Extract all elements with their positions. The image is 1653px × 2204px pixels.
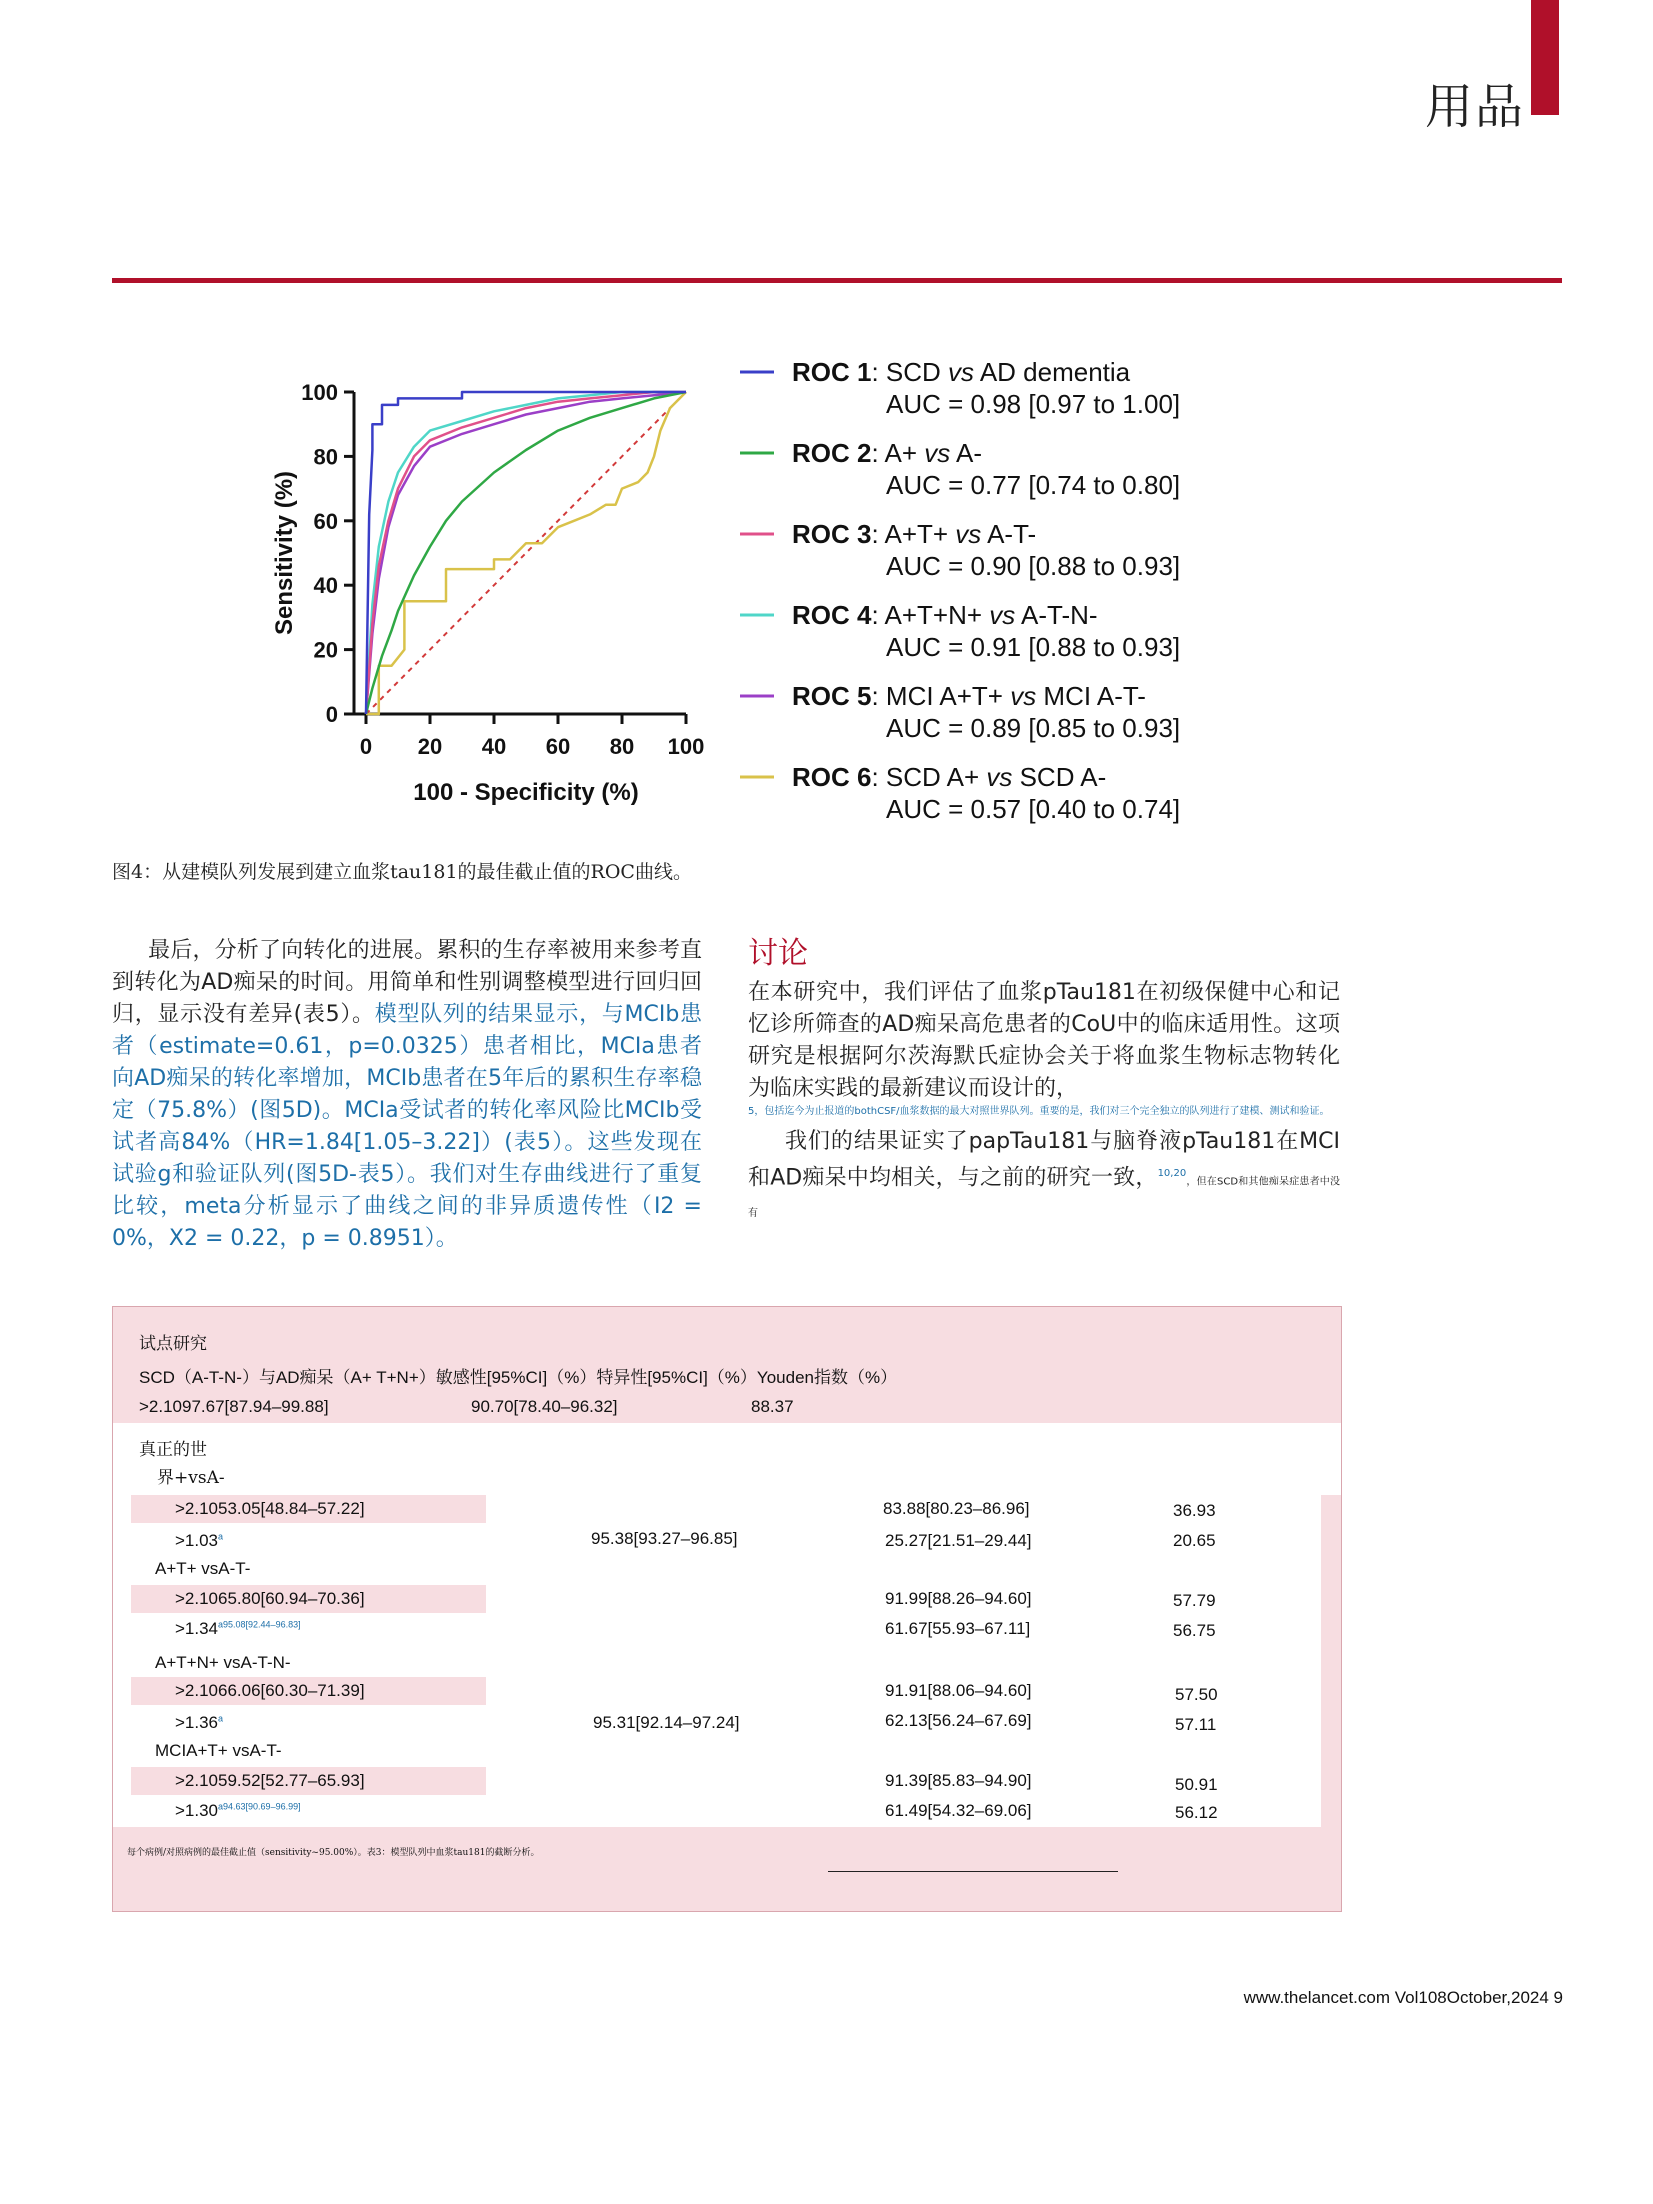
table-row: >2.1097.67[87.94–99.88] 90.70[78.40–96.32] 88.37 <box>113 1389 1341 1423</box>
table-row: $>1.34^{a95.08[92.44-96.83]}$ 61.67[55.93–67.11] 56.75 <box>175 1619 1216 1640</box>
y-tick-label: 60 <box>313 508 338 534</box>
table-row: >2.1065.80[60.94–70.36] 91.99[88.26–94.60] 57.79 <box>175 1589 1216 1610</box>
table-header: SCD（A-T-N-）与AD痴呆（A+ T+N+）敏感性[95%CI]（%）特异性[95%CI]（%）Youden指数（%） <box>139 1368 898 1387</box>
x-tick-label: 20 <box>417 734 443 759</box>
x-tick-label: 60 <box>545 734 571 759</box>
reference-diagonal <box>366 392 686 714</box>
results-paragraph-b: 模型队列的结果显示，与MCIb患者（estimate=0.61，p=0.0325）患者相比，MCIa患者向AD痴呆的转化率增加，MCIb患者在5年后的累积生存率稳定（75.8%）(图5D)。MCIa受试者的转化率风险比MCIb受试者高84%（HR=1.84[1.05–3.22]）(表5）。这些发现在试验g和验证队列(图5D-表5）。我们对生存曲线进行了重复比较，meta分析显示了曲线之间的非异质遗传性（I2 = 0%，X2 = 0.22，p = 0.8951）。 <box>112 1002 702 1251</box>
table-row: >2.1066.06[60.30–71.39] 91.91[88.06–94.60] 57.50 <box>175 1681 1218 1704</box>
header-accent-bar <box>1531 0 1559 115</box>
discussion-paragraph-1: 在本研究中，我们评估了血浆pTau181在初级保健中心和记忆诊所筛查的AD痴呆高危患者的CoU中的临床适用性。这项研究是根据阿尔茨海默氏症协会关于将血浆生物标志物转化为临床实践的最新建议而设计的， 5，包括迄今为止报道的bothCSF/血浆数据的最大对照世界队列。重要的是，我们对三个完全独立的队列进行了建模、测试和验证。 <box>748 980 1340 1117</box>
roc-chart <box>270 350 1180 830</box>
table-header-row <box>113 1357 1341 1390</box>
header-rule <box>112 278 1562 283</box>
y-axis-title: Sensitivity (%) <box>271 470 298 636</box>
legend-entry: ROC 6: SCD A+ vs SCD A- <box>792 762 1107 792</box>
group-label: 界+vsA- <box>157 1468 225 1488</box>
table-row: >2.1053.05[48.84–57.22] 83.88[80.23–86.96] 36.93 <box>175 1499 1216 1520</box>
x-tick-label: 40 <box>481 734 507 759</box>
right-text-column <box>748 935 1340 1226</box>
legend-auc: AUC = 0.57 [0.40 to 0.74] <box>886 794 1180 824</box>
table-foot-rule <box>828 1871 1118 1872</box>
y-tick-label: 0 <box>325 702 338 727</box>
table-row: $>1.30^{a94.63[90.69-96.99]}$ 61.49[54.32–69.06] 56.12 <box>175 1801 1218 1822</box>
figure-caption: 图4：从建模队列发展到建立血浆tau181的最佳截止值的ROC曲线。 <box>112 861 692 883</box>
discussion-paragraph-2: 我们的结果证实了papTau181与脑脊液pTau181在MCI和AD痴呆中均相关，与之前的研究一致，$^{10,20}$，但在SCD和其他痴呆症患者中没有 <box>748 1129 1341 1220</box>
table-row: >1.03$^a$ 95.38[93.27–96.85] 25.27[21.51–29.44] 20.65 <box>175 1529 1216 1550</box>
page-footer: www.thelancet.com Vol108October,2024 9 <box>1243 1988 1563 2007</box>
x-tick-label: 80 <box>609 734 635 759</box>
legend-entry: ROC 2: A+ vs A- <box>792 438 983 468</box>
y-tick-label: 100 <box>301 380 338 405</box>
legend-entry: ROC 1: SCD vs AD dementia <box>792 357 1131 387</box>
x-tick-label: 0 <box>359 734 373 759</box>
legend-auc: AUC = 0.98 [0.97 to 1.00] <box>886 389 1180 419</box>
legend-auc: AUC = 0.89 [0.85 to 0.93] <box>886 713 1180 743</box>
group-label: 真正的世 <box>139 1440 207 1460</box>
x-tick-label: 100 <box>667 734 705 759</box>
y-tick-label: 80 <box>313 444 338 470</box>
cutoff-table <box>112 1306 1342 1912</box>
legend-entry: ROC 3: A+T+ vs A-T- <box>792 519 1037 549</box>
table-foot-band <box>113 1827 1341 1911</box>
table-row: >2.1059.52[52.77–65.93] 91.39[85.83–94.90] 50.91 <box>175 1771 1218 1794</box>
legend-entry: ROC 5: MCI A+T+ vs MCI A-T- <box>792 681 1146 711</box>
left-text-column <box>112 935 702 1255</box>
discussion-small-note: 5，包括迄今为止报道的bothCSF/血浆数据的最大对照世界队列。重要的是，我们对三个完全独立的队列进行了建模、测试和验证。 <box>748 1106 1330 1117</box>
table-title: 试点研究 <box>139 1334 207 1354</box>
group-label: A+T+ vsA-T- <box>155 1559 251 1578</box>
legend-auc: AUC = 0.77 [0.74 to 0.80] <box>886 470 1180 500</box>
table-row: >1.36$^a$ 95.31[92.14–97.24] 62.13[56.24–67.69] 57.11 <box>175 1711 1217 1734</box>
table-title-band <box>113 1307 1341 1357</box>
journal-section-title: 用品 <box>1424 79 1525 135</box>
y-tick-label: 40 <box>313 573 338 599</box>
results-paragraph-a: 最后，分析了向转化的进展。累积的生存率被用来参考直到转化为AD痴呆的时间。用简单和性别调整模型进行回归回归，显示没有差异(表5）。 <box>112 938 702 1027</box>
x-axis-title: 100 - Specificity (%) <box>413 779 639 806</box>
group-label: MCIA+T+ vsA-T- <box>155 1741 282 1760</box>
y-tick-label: 20 <box>313 637 338 663</box>
group-label: A+T+N+ vsA-T-N- <box>155 1653 291 1672</box>
legend-auc: AUC = 0.90 [0.88 to 0.93] <box>886 551 1180 581</box>
legend-auc: AUC = 0.91 [0.88 to 0.93] <box>886 632 1180 662</box>
legend-entry: ROC 4: A+T+N+ vs A-T-N- <box>792 600 1098 630</box>
table-footnote: 每个病例/对照病例的最佳截止值（sensitivity~95.00%）。表3：模型队列中血浆tau181的截断分析。 <box>127 1848 540 1858</box>
discussion-heading: 讨论 <box>748 936 808 971</box>
roc-figure <box>270 350 1180 830</box>
